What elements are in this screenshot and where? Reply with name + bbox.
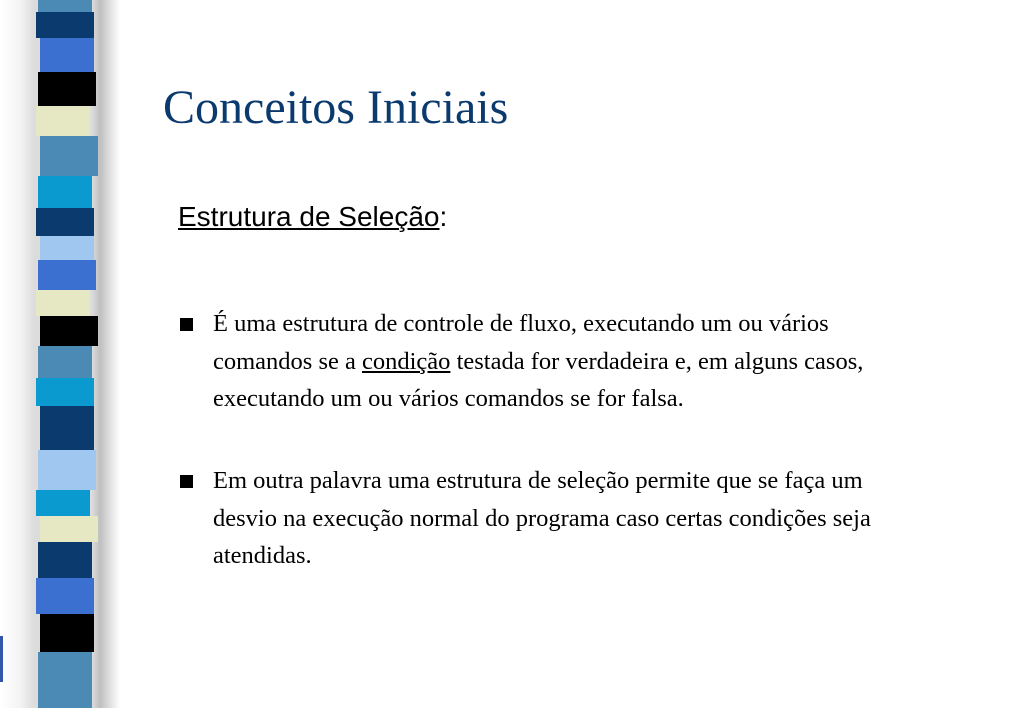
- stripe-block: [40, 516, 98, 542]
- stripe-block: [36, 208, 94, 236]
- stripe-block: [38, 450, 96, 490]
- bullet-item: [180, 462, 920, 575]
- stripe-block: [40, 38, 94, 72]
- stripe-block: [36, 290, 90, 316]
- stripe-block: [38, 260, 96, 290]
- subtitle-colon: :: [439, 201, 448, 232]
- bullet-square-icon: [180, 475, 193, 488]
- stripe-block: [36, 106, 90, 136]
- bullet-text-start: É uma estrutura de controle de fluxo, executando um ou vários comandos se a: [213, 310, 829, 375]
- stripe-block: [38, 176, 92, 208]
- bullet-text: [213, 305, 920, 418]
- stripe-block: [38, 346, 92, 378]
- bullet-item: [180, 305, 920, 418]
- stripe-block: [38, 542, 92, 578]
- stripe-block: [36, 578, 94, 614]
- stripe-block: [38, 72, 96, 106]
- decorative-stripe: [36, 0, 96, 708]
- stripe-block: [40, 136, 98, 176]
- stripe-block: [36, 378, 94, 406]
- edge-mark: [0, 636, 3, 682]
- bullet-text: Em outra palavra uma estrutura de seleção permite que se faça um desvio na execução normal do programa caso certas condições seja atendidas.: [213, 467, 871, 569]
- stripe-block: [40, 406, 94, 450]
- bullet-underlined-term: condição: [362, 347, 451, 375]
- slide-title: Conceitos Iniciais: [163, 81, 509, 134]
- stripe-block: [36, 490, 90, 516]
- bullet-text-end: testada for verdadeira e, em alguns casos, executando um ou vários comandos se for falsa.: [213, 347, 864, 412]
- stripe-block: [40, 614, 94, 652]
- stripe-block: [40, 236, 94, 260]
- stripe-block: [38, 652, 92, 708]
- stripe-block: [40, 316, 98, 346]
- stripe-block: [36, 12, 94, 38]
- section-subtitle: [178, 201, 447, 233]
- bullet-square-icon: [180, 318, 193, 331]
- subtitle-text: Estrutura de Seleção: [178, 201, 440, 232]
- stripe-block: [38, 0, 92, 12]
